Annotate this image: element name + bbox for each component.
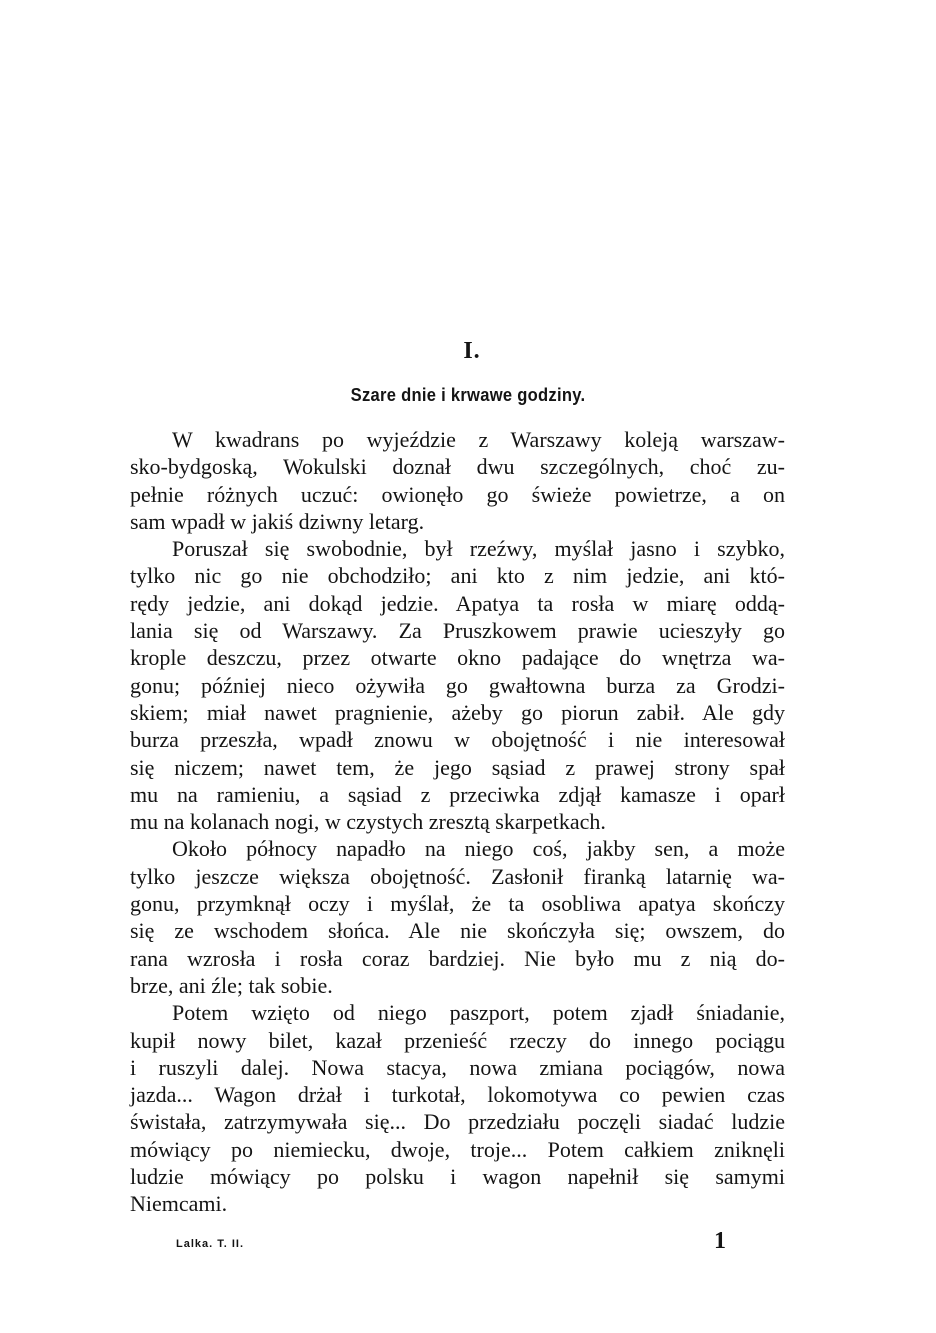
text-line: lania się od Warszawy. Za Pruszkowem prawie ucieszyły go <box>130 618 785 644</box>
text-line: skiem; miał nawet pragnienie, ażeby go piorun zabił. Ale gdy <box>130 699 785 725</box>
text-line: i ruszyli dalej. Nowa stacya, nowa zmiana pociągów, nowa <box>130 1054 785 1080</box>
text-line: mu na kolanach nogi, w czystych zresztą skarpetkach. <box>130 809 606 835</box>
text-line: pełnie różnych uczuć: owionęło go świeże powietrze, a on <box>130 481 785 507</box>
text-line: gonu; później nieco ożywiła go gwałtowna burza za Grodzi- <box>130 672 785 698</box>
text-line: się ze wschodem słońca. Ale nie skończyła się; owszem, do <box>130 918 785 944</box>
text-line: kupił nowy bilet, kazał przenieść rzeczy do innego pociągu <box>130 1027 785 1053</box>
text-line: tylko jeszcze większa obojętność. Zasłonił firanką latarnię wa- <box>130 863 785 889</box>
text-line: Poruszał się swobodnie, był rzeźwy, myślał jasno i szybko, <box>172 536 785 562</box>
text-line: Potem wzięto od niego paszport, potem zjadł śniadanie, <box>172 1000 785 1026</box>
text-line: rędy jedzie, ani dokąd jedzie. Apatya ta rosła w miarę oddą- <box>130 590 785 616</box>
text-line: się niczem; nawet tem, że jego sąsiad z prawej strony spał <box>130 754 785 780</box>
text-line: rana wzrosła i rosła coraz bardziej. Nie było mu z nią do- <box>130 945 785 971</box>
text-line: gonu, przymknął oczy i myślał, że ta osobliwa apatya skończy <box>130 891 785 917</box>
text-line: mówiący po niemiecku, dwoje, troje... Potem całkiem zniknęli <box>130 1136 785 1162</box>
text-line: Niemcami. <box>130 1191 228 1217</box>
text-line: jazda... Wagon drżał i turkotał, lokomotywa co pewien czas <box>130 1082 785 1108</box>
text-line: mu na ramieniu, a sąsiad z przeciwka zdjął kamasze i oparł <box>130 781 785 807</box>
body-text <box>130 426 785 1218</box>
chapter-number: I. <box>463 338 481 364</box>
text-line: sam wpadł w jakiś dziwny letarg. <box>130 508 425 534</box>
text-line: W kwadrans po wyjeździe z Warszawy koleją warszaw- <box>172 427 785 452</box>
text-line: ludzie mówiący po polsku i wagon napełnił się samymi <box>130 1164 785 1190</box>
page-number: 1 <box>714 1228 726 1254</box>
chapter-title: Szare dnie i krwawe godziny. <box>350 385 586 405</box>
text-line: sko-bydgoską, Wokulski doznał dwu szczególnych, choć zu- <box>130 454 785 480</box>
text-line: tylko nic go nie obchodziło; ani kto z nim jedzie, ani któ- <box>130 563 785 589</box>
text-line: Około północy napadło na niego coś, jakby sen, a może <box>172 836 785 862</box>
text-line: świstała, zatrzymywała się... Do przedziału poczęli siadać ludzie <box>130 1109 785 1135</box>
text-line: burza przeszła, wpadł znowu w obojętność i nie interesował <box>130 727 785 753</box>
text-line: brze, ani źle; tak sobie. <box>130 972 333 998</box>
text-line: krople deszczu, przez otwarte okno padające do wnętrza wa- <box>130 645 785 671</box>
printer-signature: Lalka. T. II. <box>176 1238 245 1250</box>
